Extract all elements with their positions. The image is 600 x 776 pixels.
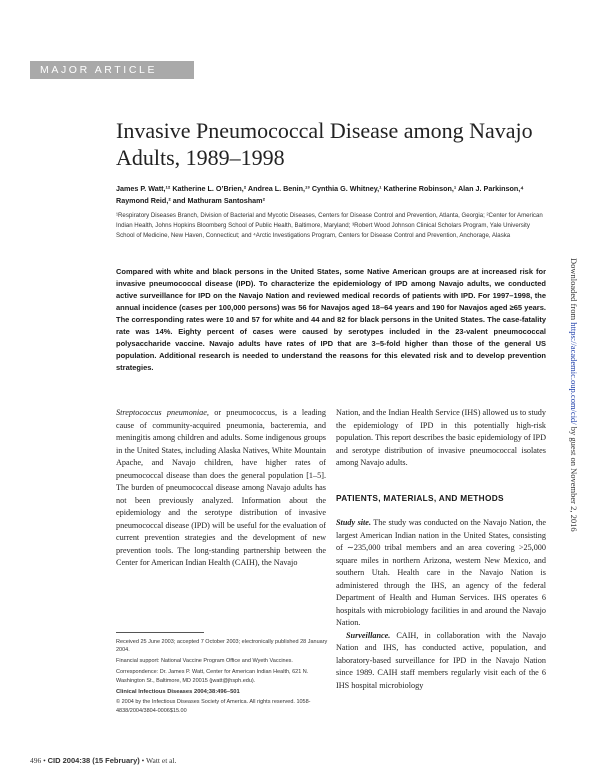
affiliations: ¹Respiratory Diseases Branch, Division of Bacterial and Mycotic Diseases, Centers for Disease Control and Prevention, Atlanta, Georgia; ²Center for American Indian Health, Johns Hopkins Bloomberg School of Public Health, Baltimore, Maryland; ³Robert Wood Johnson Clinical Scholars Program, Yale University School of Medicine, New Haven, Connecticut; and ⁴Arctic Investigations Program, Centers for Disease Control and Prevention, Anchorage, Alaska [116,212,543,239]
intro-paragraph [116,407,326,570]
page-number: 496 [30,756,42,765]
download-suffix: by guest on November 2, 2016 [569,424,579,532]
copyright-note: © 2004 by the Infectious Diseases Society of America. All rights reserved. 1058-4838/2004/3804-0006$15.00 [116,699,311,714]
correspondence-note: Correspondence: Dr. James P. Watt, Center for American Indian Health, 621 N. Washington St., Baltimore, MD 20015 (jwatt@jhsph.edu). [116,669,309,684]
section-label: MAJOR ARTICLE [30,61,194,79]
body-column-right-top [336,407,546,470]
intro-continuation: Nation, and the Indian Health Service (IHS) allowed us to study the epidemiology of IPD in this potentially high-risk population. This report describes the basic epidemiology of IPD and serotype distribution of invasive pneumococcal isolates among Navajo adults. [336,408,546,467]
download-link[interactable]: https://academic.oup.com/cid/ [569,322,579,425]
received-note: Received 25 June 2003; accepted 7 October 2003; electronically published 28 January 2004. [116,639,328,654]
body-column-right-methods [336,517,546,692]
footnote-divider [116,632,204,633]
study-site-label: Study site. [336,518,371,527]
surveillance-paragraph [336,630,546,693]
footer-authors: Watt et al. [146,756,177,765]
section-heading: PATIENTS, MATERIALS, AND METHODS [336,493,504,503]
footnotes [116,638,328,718]
download-watermark [569,258,579,532]
study-site-paragraph [336,517,546,630]
download-prefix: Downloaded from [569,258,579,323]
abstract: Compared with white and black persons in the United States, some Native American groups are at increased risk for invasive pneumococcal disease (IPD). To characterize the epidemiology of IPD among Navajo adults, we conducted active surveillance for IPD on the Navajo Nation and reviewed medical records of patients with IPD. For 1997–1998, the annual incidence (cases per 100,000 persons) was 56 for Navajos aged 18–64 years and 190 for Navajos aged ≥65 years. The corresponding rates were 10 and 57 for white and 44 and 82 for black persons in the United States. The case-fatality rate was 14%. Eighty percent of cases were caused by serotypes included in the 23-valent pneumococcal polysaccharide vaccine. Navajo adults have rates of IPD that are 3–5-fold higher than those of the general US population. Additional research is needed to understand the reasons for this elevated risk and to develop prevention strategies. [116,267,546,372]
surveillance-text: CAIH, in collaboration with the Navajo Nation and IHS, has conducted active, population, and laboratory-based surveillance for IPD in the Navajo Nation since 1989. CAIH staff members regularly visit each of the 6 IHS hospital microbiology [336,630,546,690]
author-list: James P. Watt,¹² Katherine L. O’Brien,² Andrea L. Benin,¹³ Cynthia G. Whitney,¹ Katherine Robinson,¹ Alan J. Parkinson,⁴ Raymond Reid,² and Mathuram Santosham² [116,184,524,205]
page-footer: 496 • CID 2004:38 (15 February) • Watt et al. [30,756,177,765]
body-column-left [116,407,326,570]
surveillance-label: Surveillance. [346,630,391,640]
intro-italic: Streptococcus pneumoniae, [116,408,209,417]
intro-text: or pneumococcus, is a leading cause of community-acquired pneumonia, bacteremia, and meningitis among children and adults. Some indigenous groups in the United States, including Alaska Natives, White Mountain Apache, and Navajo children, have higher rates of pneumococcal disease than does the general population [1–5]. The burden of pneumococcal disease among Navajo adults has not been previously analyzed. Information about the epidemiology and the serotype distribution of invasive pneumococcal disease (IPD) will be useful for the evaluation of current prevention strategies and the development of new prevention tools. The long-standing partnership between the Center for American Indian Health (CAIH), the Navajo [116,408,326,567]
study-site-text: The study was conducted on the Navajo Nation, the largest American Indian nation in the United States, consisting of ∼235,000 tribal members and an area covering >25,000 square miles in northern Arizona, western New Mexico, and southern Utah. Health care in the Navajo Nation is administered through the IHS, an agency of the federal Department of Health and Human Services. IHS operates 6 hospitals with microbiology facilities in and around the Navajo Nation. [336,518,547,627]
footer-journal: CID 2004:38 (15 February) [47,756,140,765]
journal-citation: Clinical Infectious Diseases 2004;38:496–501 [116,688,240,695]
support-note: Financial support: National Vaccine Program Office and Wyeth Vaccines. [116,658,293,665]
article-title: Invasive Pneumococcal Disease among Navajo Adults, 1989–1998 [116,118,533,170]
